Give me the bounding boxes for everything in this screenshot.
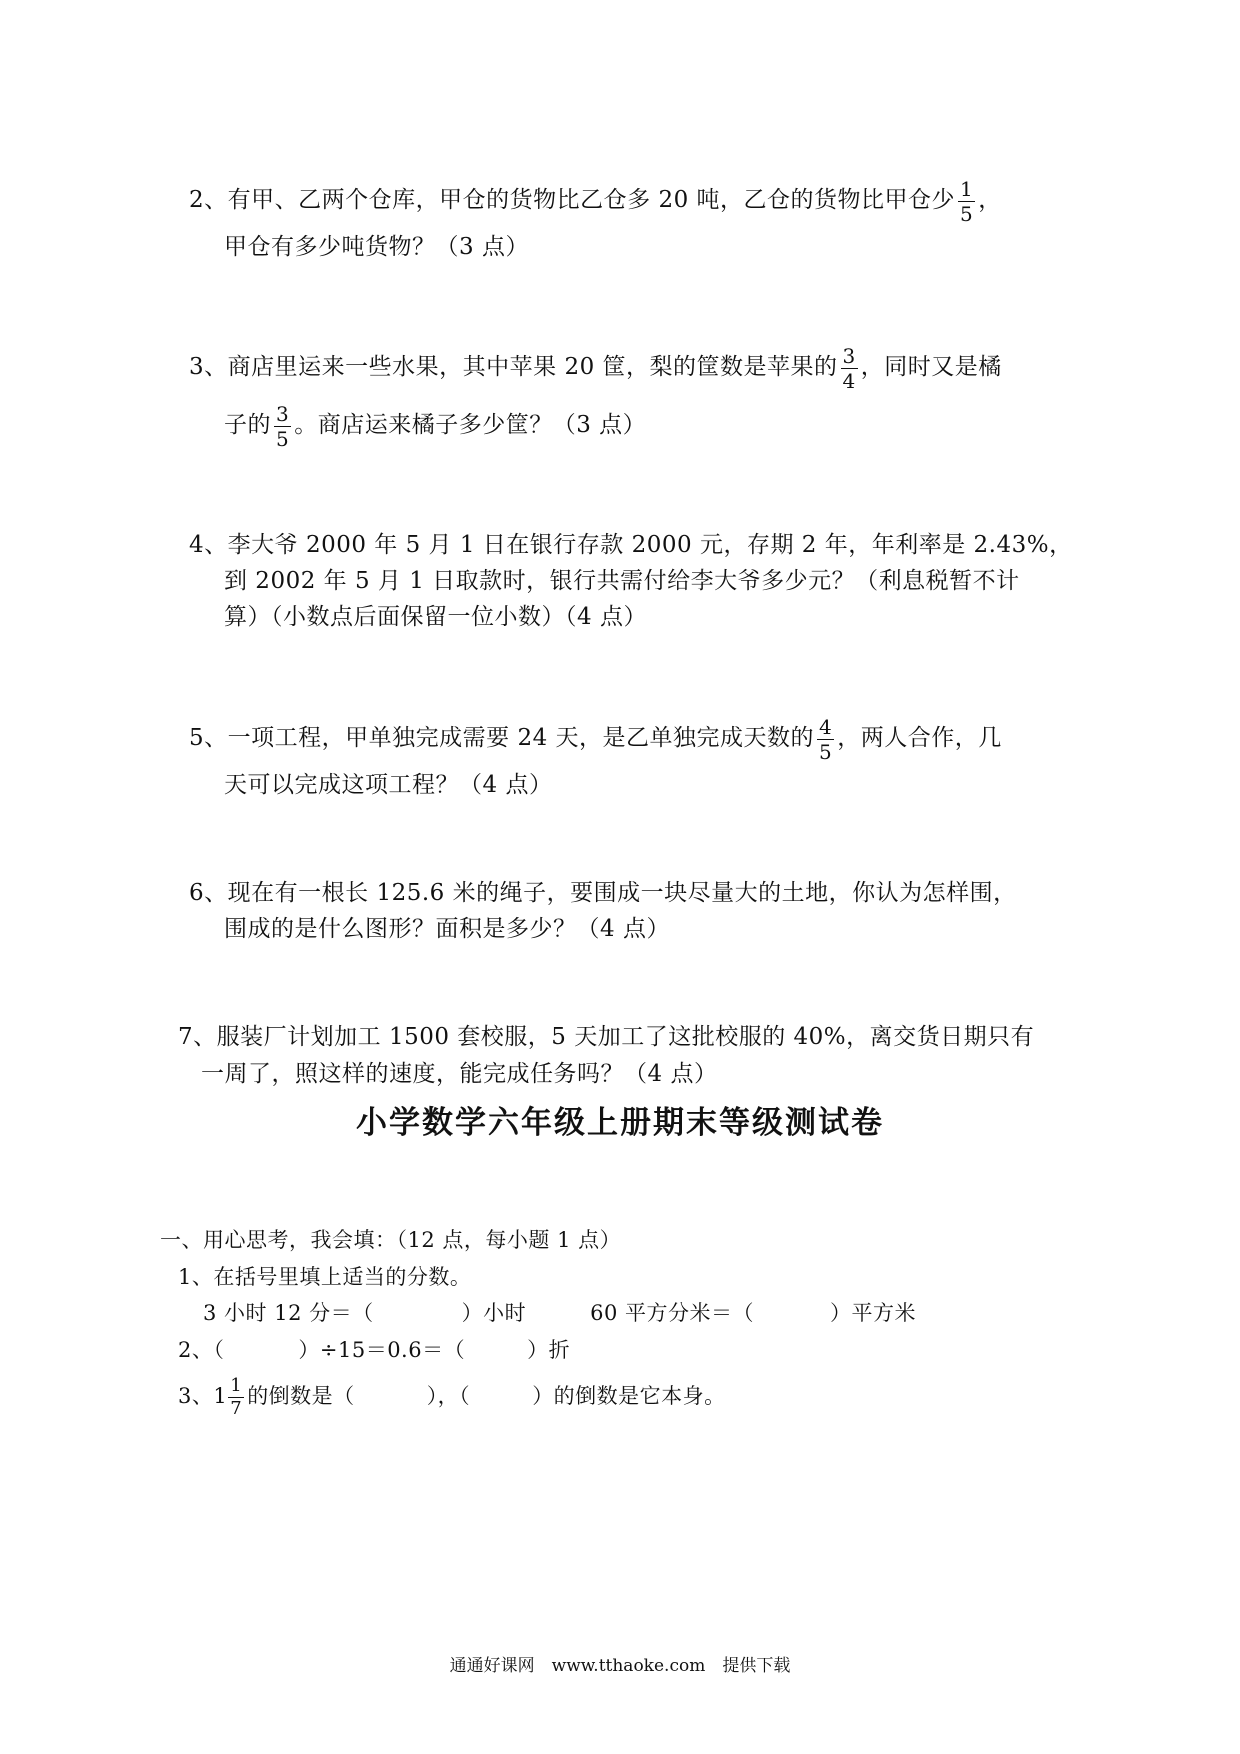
q7-line1: 7、服装厂计划加工 1500 套校服，5 天加工了这批校服的 40%，离交货日期只有 (178, 1024, 1035, 1050)
q2-line1 (189, 170, 1002, 230)
item3-c: ）的倒数是它本身。 (532, 1384, 726, 1408)
q5-frac-num: 4 (819, 714, 833, 739)
item3-frac-den: 7 (230, 1398, 243, 1419)
q3-text-d: 。商店运来橘子多少筐？（3 点） (294, 412, 647, 438)
item3-a: 的倒数是（ (247, 1384, 355, 1408)
q4-line1: 4、李大爷 2000 年 5 月 1 日在银行存款 2000 元，存期 2 年，年利率是 2.43%， (189, 532, 1073, 558)
section1-heading: 一、用心思考，我会填：（12 点，每小题 1 点） (160, 1228, 622, 1252)
q3-text-b: ，同时又是橘 (860, 354, 1002, 380)
q7-line2: 一周了，照这样的速度，能完成任务吗？（4 点） (201, 1061, 718, 1087)
item1-instruction: 1、在括号里填上适当的分数。 (178, 1265, 472, 1289)
item3-line (178, 1368, 726, 1424)
item2-c: ）折 (527, 1338, 571, 1362)
q3-fraction-2 (274, 402, 291, 451)
q3-frac2-num: 3 (276, 401, 290, 426)
q3-text-c: 子的 (224, 412, 271, 438)
q5-text-b: ，两人合作，几 (837, 725, 1002, 751)
item2-line (178, 1335, 570, 1365)
q5-fraction (817, 715, 834, 764)
q3-frac2-den: 5 (276, 426, 290, 451)
q6-line2: 围成的是什么图形？面积是多少？（4 点） (224, 916, 670, 942)
page-footer: 通通好课网 www.tthaoke.com 提供下载 (449, 1656, 791, 1676)
item1-line (203, 1298, 916, 1328)
item3-prefix: 3、1 (178, 1384, 228, 1408)
q2-frac-den: 5 (960, 201, 974, 226)
q6-line1: 6、现在有一根长 125.6 米的绳子，要围成一块尽量大的土地，你认为怎样围， (189, 880, 1017, 906)
exam-title: 小学数学六年级上册期末等级测试卷 (356, 1105, 884, 1141)
q5-line1 (189, 708, 1002, 768)
q2-frac-num: 1 (960, 176, 974, 201)
q3-fraction-1 (841, 344, 858, 393)
item1-b-close: ）平方米 (830, 1301, 917, 1325)
item2-b: ）÷15＝0.6＝（ (298, 1338, 466, 1362)
item3-frac-num: 1 (230, 1375, 243, 1396)
q3-line1 (189, 337, 1002, 397)
item2-a: 2、（ (178, 1338, 225, 1362)
q4-line3: 算）（小数点后面保留一位小数）（4 点） (224, 604, 647, 630)
q3-frac1-num: 3 (842, 343, 856, 368)
q2-text-a: 2、有甲、乙两个仓库，甲仓的货物比乙仓多 20 吨，乙仓的货物比甲仓少 (189, 187, 956, 213)
item1-b: 60 平方分米＝（ (590, 1301, 755, 1325)
q5-text-a: 5、一项工程，甲单独完成需要 24 天，是乙单独完成天数的 (189, 725, 815, 751)
q2-fraction (958, 177, 975, 226)
item3-b: ），（ (426, 1384, 471, 1408)
item1-a-close: ）小时 (461, 1301, 527, 1325)
item3-fraction (228, 1375, 244, 1420)
q3-frac1-den: 4 (842, 368, 856, 393)
q5-frac-den: 5 (819, 739, 833, 764)
q5-line2: 天可以完成这项工程？（4 点） (224, 772, 553, 798)
q2-text-b: ， (978, 187, 1002, 213)
q4-line2: 到 2002 年 5 月 1 日取款时，银行共需付给李大爷多少元？（利息税暂不计 (224, 568, 1020, 594)
q3-line2 (224, 395, 646, 455)
item1-a: 3 小时 12 分＝（ (203, 1301, 374, 1325)
q3-text-a: 3、商店里运来一些水果，其中苹果 20 筐，梨的筐数是苹果的 (189, 354, 838, 380)
q2-line2: 甲仓有多少吨货物？（3 点） (224, 234, 529, 260)
